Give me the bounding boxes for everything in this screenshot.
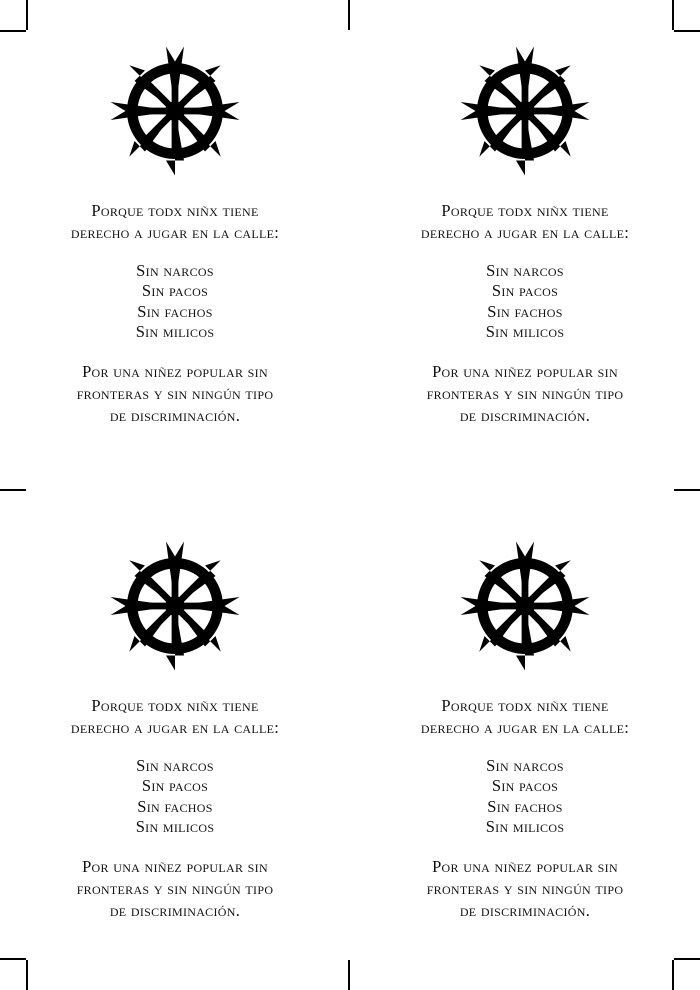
chaos-star-eight-arrows-icon [100,36,250,186]
flyer-card [350,0,700,495]
flyer-card [350,495,700,990]
flyer-closing-line-3: de discriminación. [109,405,241,425]
flyer-demands-list [50,756,300,839]
list-item: Sin milicos [485,322,565,342]
flyer-heading [50,200,300,244]
flyer-heading-line-2: derecho a jugar en la calle: [70,717,280,737]
list-item: Sin milicos [135,817,215,837]
flyer-text-block [400,695,650,921]
flyer-heading-line-1: Porque todx niñx tiene [441,696,609,715]
flyer-card [0,495,350,990]
flyer-closing-line-1: Por una niñez popular sin [432,362,618,382]
flyer-heading-line-2: derecho a jugar en la calle: [420,717,630,737]
flyer-demands-list [50,261,300,344]
flyer-closing-line-2: fronteras y sin ningún tipo [426,878,624,898]
flyer-closing [50,361,300,426]
list-item: Sin narcos [486,260,564,280]
flyer-closing [50,856,300,921]
flyer-text-block [50,695,300,921]
list-item: Sin milicos [135,322,215,342]
flyer-heading-line-2: derecho a jugar en la calle: [70,222,280,242]
flyer-card [0,0,350,495]
flyer-closing [400,856,650,921]
list-item: Sin pacos [491,281,559,301]
chaos-star-eight-arrows-icon [450,531,600,681]
list-item: Sin pacos [491,776,559,796]
list-item: Sin fachos [487,796,563,816]
flyer-heading [50,695,300,739]
list-item: Sin pacos [141,281,209,301]
list-item: Sin fachos [487,301,563,321]
list-item: Sin fachos [137,301,213,321]
flyer-heading [400,695,650,739]
flyer-closing-line-2: fronteras y sin ningún tipo [76,383,274,403]
flyer-closing-line-1: Por una niñez popular sin [82,362,268,382]
flyer-closing-line-1: Por una niñez popular sin [432,857,618,877]
flyer-closing-line-3: de discriminación. [459,900,591,920]
flyer-closing-line-2: fronteras y sin ningún tipo [76,878,274,898]
list-item: Sin narcos [486,755,564,775]
chaos-star-eight-arrows-icon [450,36,600,186]
flyer-closing-line-3: de discriminación. [109,900,241,920]
list-item: Sin pacos [141,776,209,796]
flyer-text-block [400,200,650,426]
flyer-demands-list [400,756,650,839]
flyer-heading-line-1: Porque todx niñx tiene [91,696,259,715]
list-item: Sin narcos [136,755,214,775]
flyer-closing-line-3: de discriminación. [459,405,591,425]
list-item: Sin narcos [136,260,214,280]
flyer-heading-line-1: Porque todx niñx tiene [441,201,609,220]
flyer-heading-line-1: Porque todx niñx tiene [91,201,259,220]
flyer-heading [400,200,650,244]
flyer-heading-line-2: derecho a jugar en la calle: [420,222,630,242]
chaos-star-eight-arrows-icon [100,531,250,681]
flyer-closing-line-1: Por una niñez popular sin [82,857,268,877]
flyer-closing [400,361,650,426]
list-item: Sin fachos [137,796,213,816]
list-item: Sin milicos [485,817,565,837]
flyer-text-block [50,200,300,426]
flyer-closing-line-2: fronteras y sin ningún tipo [426,383,624,403]
flyer-demands-list [400,261,650,344]
